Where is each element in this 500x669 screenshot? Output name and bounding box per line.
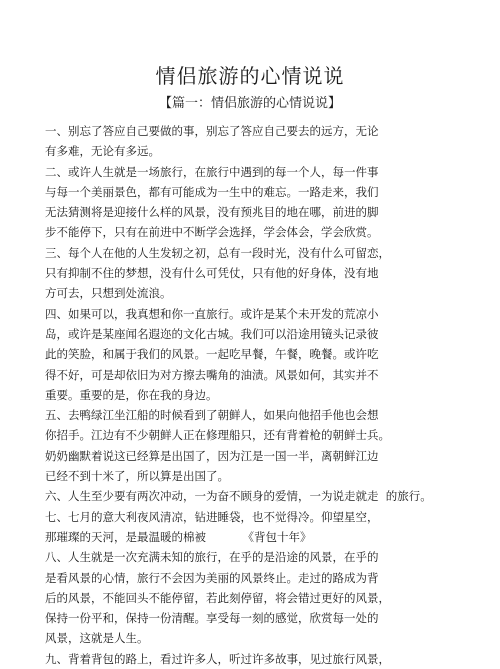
text-line: 八、人生就是一次充满未知的旅行，在乎的是沿途的风景，在乎的 (45, 550, 379, 565)
section-heading: 【篇一：情侣旅游的心情说说】 (158, 96, 341, 111)
text-line: 四、如果可以，我真想和你一直旅行。或许是某个未开发的荒凉小 (45, 306, 379, 321)
text-line: 你招手。江边有不少朝鲜人正在修理船只，还有背着枪的朝鲜士兵。 (45, 428, 390, 443)
text-line: 九、背着背包的路上，看过许多人，听过许多故事，见过旅行风景， (45, 651, 390, 666)
text-line: 奶奶幽默着说这已经算是出国了，因为江是一国一半，离朝鲜江边 (45, 448, 379, 463)
text-line: 与每一个美丽景色，都有可能成为一生中的难忘。一路走来，我们 (45, 184, 379, 199)
text-line: 此的笑脸，和属于我们的风景。一起吃早餐，午餐，晚餐。或许吃 (45, 347, 379, 362)
text-line: 重要。重要的是，你在我的身边。 (45, 387, 218, 402)
text-line: 六、人生至少要有两次冲动，一为奋不顾身的爱情，一为说走就走 的旅行。 (45, 489, 432, 504)
text-line: 保持一份平和，保持一份清醒。享受每一刻的感觉，欣赏每一处的 (45, 611, 379, 626)
text-line: 是看风景的心情，旅行不会因为美丽的风景终止。走过的路成为背 (45, 570, 379, 585)
text-line: 步不能停下，只有在前进中不断学会选择，学会体会，学会欣赏。 (45, 225, 379, 240)
text-line: 那璀璨的天河，是最温暖的棉被 《背包十年》 (45, 529, 312, 544)
document-title: 情侣旅游的心情说说 (155, 64, 345, 88)
text-line: 已经不到十米了，所以算是出国了。 (45, 469, 229, 484)
text-line: 一、别忘了答应自己要做的事，别忘了答应自己要去的远方，无论 (45, 124, 379, 138)
text-line: 五、去鸭绿江坐江船的时候看到了朝鲜人，如果向他招手他也会想 (45, 408, 379, 423)
document-body (45, 121, 465, 669)
text-line: 岛，或许是某座闻名遐迩的文化古城。我们可以沿途用镜头记录彼 (45, 326, 379, 341)
text-line: 只有抑制不住的梦想，没有什么可凭仗，只有他的好身体，没有地 (45, 266, 379, 281)
text-line: 后的风景，不能回头不能停留，若此刻停留，将会错过更好的风景， (45, 590, 390, 605)
text-line: 风景，这就是人生。 (45, 631, 149, 646)
text-line: 二、或许人生就是一场旅行，在旅行中遇到的每一个人，每一件事 (45, 164, 379, 179)
text-line: 有多难，无论有多远。 (45, 144, 160, 159)
text-line: 七、七月的意大利夜风清凉，钻进睡袋，也不觉得冷。仰望星空， (45, 509, 379, 524)
text-line: 三、每个人在他的人生发轫之初，总有一段时光，没有什么可留恋， (45, 245, 390, 260)
text-line: 得不好，可是却依旧为对方擦去嘴角的油渍。风景如何，其实并不 (45, 367, 379, 382)
text-line: 方可去，只想到处流浪。 (45, 286, 172, 301)
text-line: 无法猜测将是迎接什么样的风景，没有预兆目的地在哪，前进的脚 (45, 205, 379, 220)
